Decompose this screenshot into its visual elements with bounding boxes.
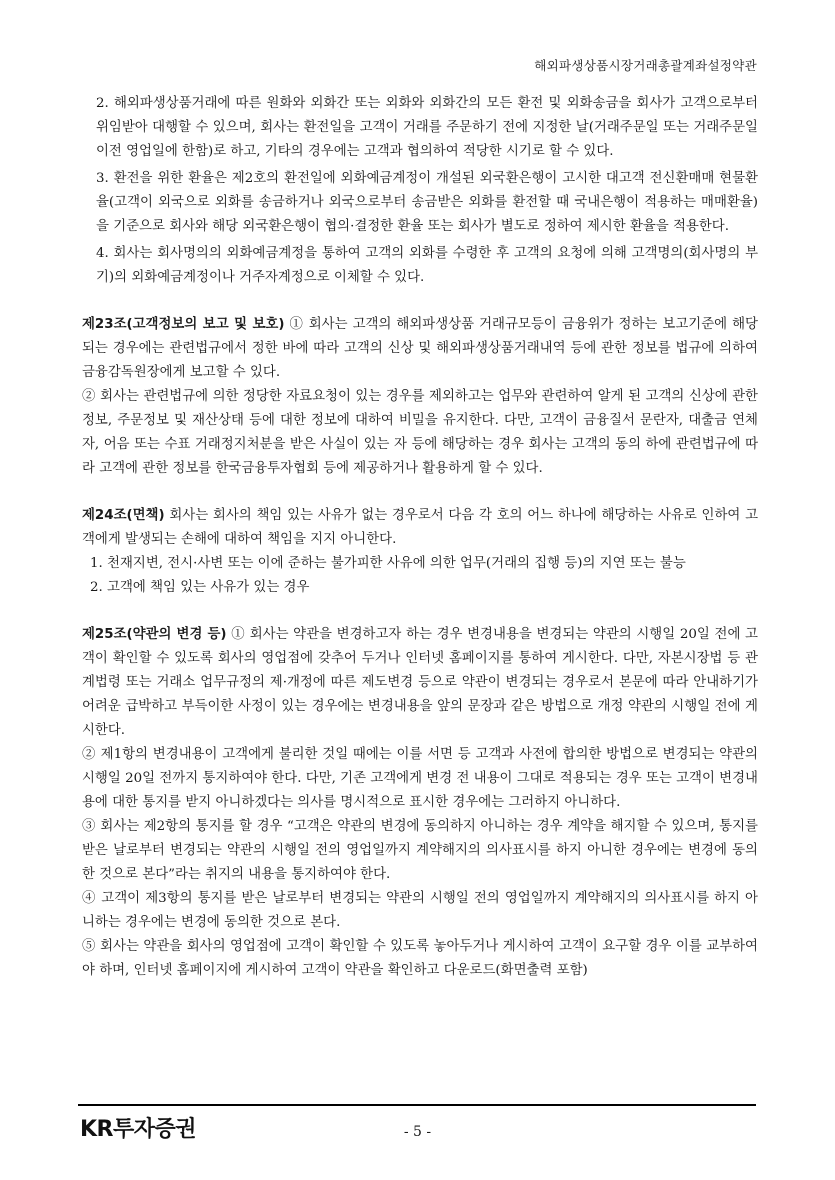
running-header: 해외파생상품시장거래총괄계좌설정약관	[534, 58, 757, 73]
article-title: 제23조(고객정보의 보고 및 보호)	[82, 317, 285, 332]
list-item: 1. 천재지변, 전시·사변 또는 이에 준하는 불가피한 사유에 의한 업무(거래의 집행 등)의 지연 또는 불능	[90, 556, 686, 571]
article-paragraph	[82, 623, 758, 743]
article-paragraph: ③ 회사는 제2항의 통지를 할 경우 “고객은 약관의 변경에 동의하지 아니하는 경우 계약을 해지할 수 있으며, 통지를 받은 날로부터 변경되는 약관의 시행일 전의 영업일까지 계약해지의 의사표시를 하지 아니한 경우에는 변경에 동의한 것으로 본다”라는 취지의 내용을 통지하여야 한다.	[82, 819, 758, 882]
paragraph-text: 회사는 회사의 책임 있는 사유가 없는 경우로서 다음 각 호의 어느 하나에 해당하는 사유로 인하여 고객에게 발생되는 손해에 대하여 책임을 지지 아니한다.	[82, 508, 758, 547]
article-paragraph: ⑤ 회사는 약관을 회사의 영업점에 고객이 확인할 수 있도록 놓아두거나 게시하여 고객이 요구할 경우 이를 교부하여야 하며, 인터넷 홈페이지에 게시하여 고객이 약관을 확인하고 다운로드(화면출력 포함)	[82, 939, 758, 978]
company-logo: KR투자증권	[80, 1117, 196, 1142]
footer-divider	[78, 1104, 756, 1106]
article-24	[82, 504, 758, 600]
article-paragraph: ② 제1항의 변경내용이 고객에게 불리한 것일 때에는 이를 서면 등 고객과 사전에 합의한 방법으로 변경되는 약관의 시행일 20일 전까지 통지하여야 한다. 다만, 기존 고객에게 변경 전 내용이 그대로 적용되는 경우 또는 고객이 변경내용에 대한 통지를 받지 아니하겠다는 의사를 명시적으로 표시한 경우에는 그러하지 아니하다.	[82, 747, 758, 810]
page-number: - 5 -	[403, 1124, 432, 1140]
article-23	[82, 313, 758, 481]
article-25	[82, 623, 758, 983]
article-title: 제24조(면책)	[82, 508, 165, 523]
list-item: 4. 회사는 회사명의의 외화예금계정을 통하여 고객의 외화를 수령한 후 고객의 요청에 의해 고객명의(회사명의 부기)의 외화예금계정이나 거주자계정으로 이체할 수 있다.	[96, 246, 758, 285]
article-title: 제25조(약관의 변경 등)	[82, 627, 227, 642]
article-paragraph: ④ 고객이 제3항의 통지를 받은 날로부터 변경되는 약관의 시행일 전의 영업일까지 계약해지의 의사표시를 하지 아니하는 경우에는 변경에 동의한 것으로 본다.	[82, 891, 758, 930]
article-paragraph	[82, 504, 758, 552]
list-item: 2. 고객에 책임 있는 사유가 있는 경우	[90, 580, 310, 595]
paragraph-text: ① 회사는 약관을 변경하고자 하는 경우 변경내용을 변경되는 약관의 시행일 20일 전에 고객이 확인할 수 있도록 회사의 영업점에 갖추어 두거나 인터넷 홈페이지를 통하여 게시한다. 다만, 자본시장법 등 관계법령 또는 거래소 업무규정의 제·개정에 따른 제도변경 등으로 약관이 변경되는 경우로서 본문에 따라 안내하기가 어려운 급박하고 부득이한 사정이 있는 경우에는 변경내용을 앞의 문장과 같은 방법으로 개정 약관의 시행일 전에 게시한다.	[82, 627, 758, 738]
paragraph-text: ① 회사는 고객의 해외파생상품 거래규모등이 금융위가 정하는 보고기준에 해당되는 경우에는 관련법규에서 정한 바에 따라 고객의 신상 및 해외파생상품거래내역 등에 관한 정보를 법규에 의하여 금융감독원장에게 보고할 수 있다.	[82, 317, 758, 380]
document-body	[82, 92, 758, 983]
article-paragraph: ② 회사는 관련법규에 의한 정당한 자료요청이 있는 경우를 제외하고는 업무와 관련하여 알게 된 고객의 신상에 관한 정보, 주문정보 및 재산상태 등에 대한 정보에 대하여 비밀을 유지한다. 다만, 고객이 금융질서 문란자, 대출금 연체자, 어음 또는 수표 거래정지처분을 받은 사실이 있는 자 등에 해당하는 경우 회사는 고객의 동의 하에 관련법규에 따라 고객에 관한 정보를 한국금융투자협회 등에 제공하거나 활용하게 할 수 있다.	[82, 389, 758, 476]
list-item: 3. 환전을 위한 환율은 제2호의 환전일에 외화예금계정이 개설된 외국환은행이 고시한 대고객 전신환매매 현물환율(고객이 외국으로 외화를 송금하거나 외국으로부터 송금받은 외화를 환전할 때 국내은행이 적용하는 매매환율)을 기준으로 회사와 해당 외국환은행이 협의·결정한 환율 또는 회사가 별도로 정하여 제시한 환율을 적용한다.	[96, 171, 758, 234]
list-item: 2. 해외파생상품거래에 따른 원화와 외화간 또는 외화와 외화간의 모든 환전 및 외화송금을 회사가 고객으로부터 위임받아 대행할 수 있으며, 회사는 환전일을 고객이 거래를 주문하기 전에 지정한 날(거래주문일 또는 거래주문일 이전 영업일에 한함)로 하고, 기타의 경우에는 고객과 협의하여 적당한 시기로 할 수 있다.	[96, 96, 758, 159]
article-paragraph	[82, 313, 758, 385]
